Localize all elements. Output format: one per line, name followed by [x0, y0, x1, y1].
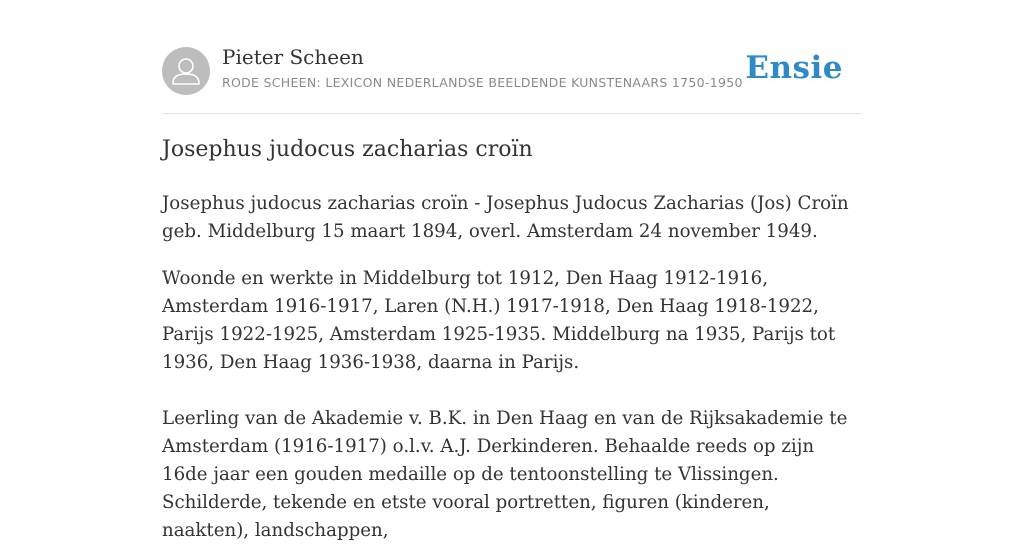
source-publication[interactable]: RODE SCHEEN: LEXICON NEDERLANDSE BEELDENDE KUNSTENAARS 1750-1950: [222, 75, 743, 90]
article-paragraph: Woonde en werkte in Middelburg tot 1912, Den Haag 1912-1916, Amsterdam 1916-1917, Laren (N.H.) 1917-1918, Den Haag 1918-1922, Parijs 1922-1925, Amsterdam 1925-1935. Middelburg na 1935, Parijs tot 1936, Den Haag 1936-1938, daarna in Parijs.: [162, 268, 836, 373]
author-name[interactable]: Pieter Scheen: [222, 45, 364, 69]
article-paragraph: Josephus judocus zacharias croïn - Josephus Judocus Zacharias (Jos) Croïn geb. Middelburg 15 maart 1894, overl. Amsterdam 24 november 1949.: [162, 193, 849, 242]
ensie-logo[interactable]: Ensie: [745, 50, 843, 86]
author-avatar[interactable]: [162, 47, 210, 95]
article-paragraph: Leerling van de Akademie v. B.K. in Den Haag en van de Rijksakademie te Amsterdam (1916-1917) o.l.v. A.J. Derkinderen. Behaalde reeds op zijn 16de jaar een gouden medaille op de tentoonstelling te Vlissingen. Schilderde, tekende en etste vooral portretten, figuren (kinderen, naakten), landschappen,: [162, 408, 848, 541]
article-title: Josephus judocus zacharias croïn: [162, 137, 533, 162]
article-header: [162, 0, 862, 114]
user-silhouette-icon: [162, 47, 210, 95]
content-container: [162, 0, 862, 541]
